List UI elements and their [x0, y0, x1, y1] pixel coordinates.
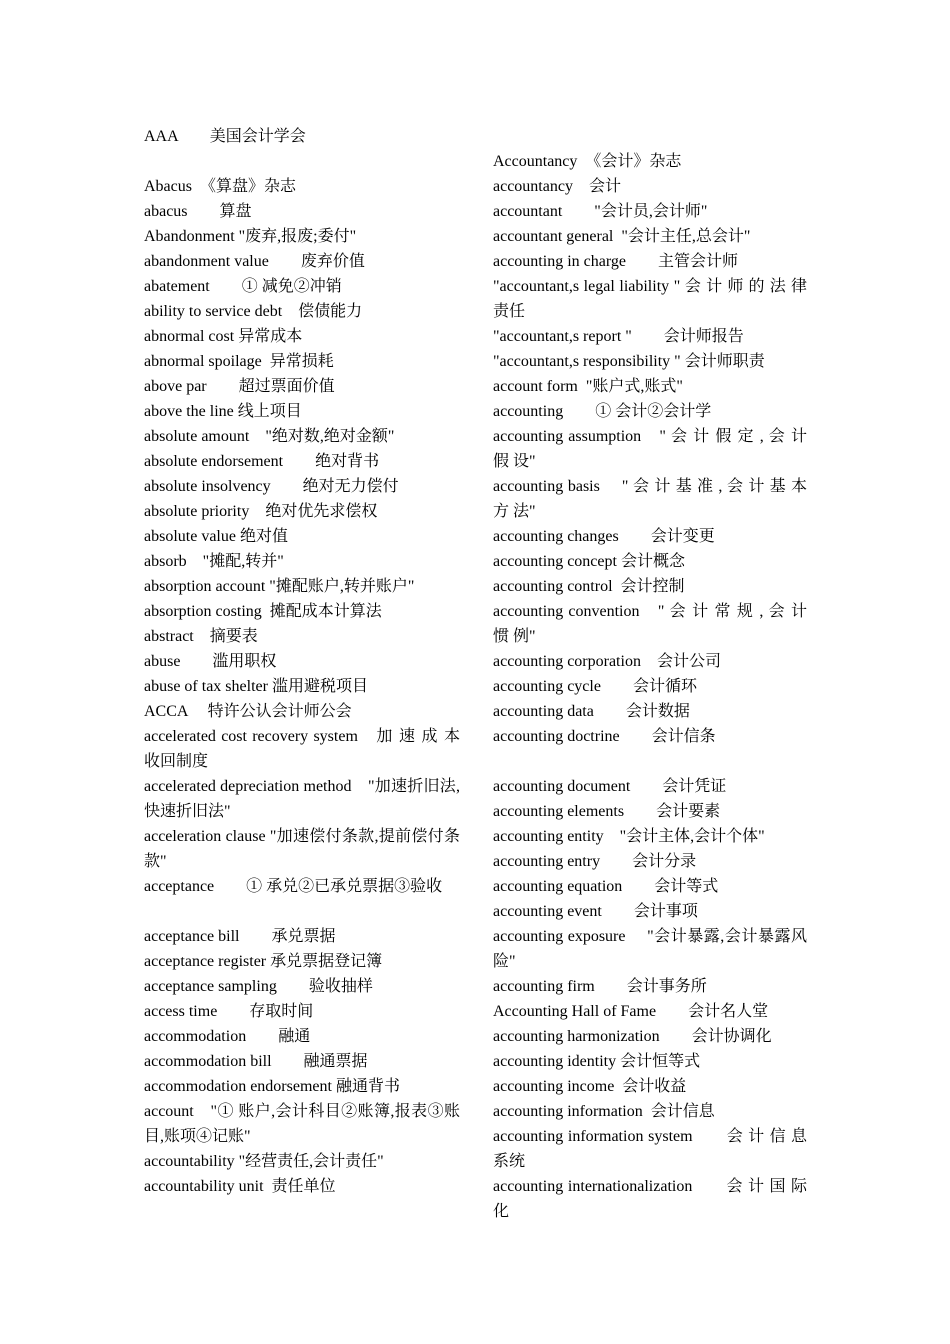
glossary-entry: Accounting Hall of Fame 会计名人堂 [493, 1003, 769, 1020]
glossary-entry: "accountant,s responsibility " 会计师职责 [493, 353, 765, 370]
glossary-entry: account form "账户式,账式" [493, 378, 683, 395]
glossary-entry: acceptance sampling 验收抽样 [144, 978, 373, 995]
glossary-entry: Accountancy 《会计》杂志 [493, 153, 682, 170]
glossary-entry: AAA 美国会计学会 [144, 128, 306, 145]
glossary-entry: ACCA 特许公认会计师公会 [144, 703, 352, 720]
blank-line [493, 124, 807, 149]
glossary-right-column [493, 124, 807, 1224]
glossary-entry: account "① 账户,会计科目②账簿,报表③账目,账项④记账" [144, 1103, 460, 1145]
glossary-entry: Abacus 《算盘》杂志 [144, 178, 296, 195]
glossary-entry: acceptance register 承兑票据登记簿 [144, 953, 383, 970]
glossary-entry: abatement ① 减免②冲销 [144, 278, 342, 295]
glossary-entry: absolute value 绝对值 [144, 528, 288, 545]
glossary-entry: accommodation bill 融通票据 [144, 1053, 368, 1070]
glossary-entry: accelerated cost recovery system 加 速 成 本 收回制度 [144, 728, 460, 770]
glossary-entry: above par 超过票面价值 [144, 378, 335, 395]
glossary-entry: accounting cycle 会计循环 [493, 678, 697, 695]
glossary-entry: acceleration clause "加速偿付条款,提前偿付条款" [144, 828, 460, 870]
glossary-entry: abnormal cost 异常成本 [144, 328, 303, 345]
blank-line [144, 899, 460, 924]
glossary-entry: accounting firm 会计事务所 [493, 978, 707, 995]
glossary-entry: accounting assumption " 会 计 假 定 , 会 计 假 设" [493, 428, 807, 470]
glossary-entry: accounting data 会计数据 [493, 703, 690, 720]
glossary-entry: accommodation endorsement 融通背书 [144, 1078, 400, 1095]
glossary-entry: abnormal spoilage 异常损耗 [144, 353, 334, 370]
glossary-entry: accounting doctrine 会计信条 [493, 728, 716, 745]
glossary-entry: accountability unit 责任单位 [144, 1178, 336, 1195]
glossary-entry: acceptance ① 承兑②已承兑票据③验收 [144, 878, 443, 895]
glossary-entry: accounting entity "会计主体,会计个体" [493, 828, 765, 845]
glossary-entry: accountability "经营责任,会计责任" [144, 1153, 384, 1170]
glossary-entry: accounting identity 会计恒等式 [493, 1053, 701, 1070]
glossary-entry: accounting basis " 会 计 基 准 , 会 计 基 本 方 法" [493, 478, 807, 520]
glossary-entry: absolute insolvency 绝对无力偿付 [144, 478, 399, 495]
glossary-entry: accelerated depreciation method "加速折旧法,快速折旧法" [144, 778, 460, 820]
glossary-entry: accounting income 会计收益 [493, 1078, 687, 1095]
glossary-entry: access time 存取时间 [144, 1003, 314, 1020]
glossary-entry: accounting harmonization 会计协调化 [493, 1028, 772, 1045]
glossary-entry: abuse of tax shelter 滥用避税项目 [144, 678, 368, 695]
glossary-entry: accounting information system 会 计 信 息 系统 [493, 1128, 807, 1170]
glossary-entry: accounting ① 会计②会计学 [493, 403, 712, 420]
glossary-entry: accounting information 会计信息 [493, 1103, 715, 1120]
glossary-entry: accounting equation 会计等式 [493, 878, 719, 895]
glossary-entry: accounting internationalization 会 计 国 际 化 [493, 1178, 807, 1220]
glossary-entry: accounting changes 会计变更 [493, 528, 715, 545]
glossary-entry: abacus 算盘 [144, 203, 252, 220]
glossary-entry: above the line 线上项目 [144, 403, 302, 420]
glossary-entry: accounting document 会计凭证 [493, 778, 727, 795]
glossary-entry: accounting concept 会计概念 [493, 553, 685, 570]
glossary-entry: "accountant,s legal liability " 会 计 师 的 法 律 责任 [493, 278, 807, 320]
glossary-entry: accountant "会计员,会计师" [493, 203, 708, 220]
glossary-entry: accounting corporation 会计公司 [493, 653, 721, 670]
glossary-entry: absorption costing 摊配成本计算法 [144, 603, 382, 620]
glossary-entry: accommodation 融通 [144, 1028, 311, 1045]
glossary-entry: "accountant,s report " 会计师报告 [493, 328, 744, 345]
blank-line [493, 749, 807, 774]
glossary-entry: absorb "摊配,转并" [144, 553, 284, 570]
glossary-entry: accounting entry 会计分录 [493, 853, 697, 870]
glossary-entry: accountancy 会计 [493, 178, 621, 195]
glossary-entry: ability to service debt 偿债能力 [144, 303, 363, 320]
glossary-entry: accounting control 会计控制 [493, 578, 685, 595]
glossary-entry: accounting event 会计事项 [493, 903, 698, 920]
glossary-left-column [144, 124, 460, 1199]
glossary-entry: absorption account "摊配账户,转并账户" [144, 578, 415, 595]
glossary-entry: absolute priority 绝对优先求偿权 [144, 503, 378, 520]
glossary-entry: absolute amount "绝对数,绝对金额" [144, 428, 395, 445]
glossary-entry: abandonment value 废弃价值 [144, 253, 365, 270]
glossary-entry: acceptance bill 承兑票据 [144, 928, 336, 945]
glossary-entry: accountant general "会计主任,总会计" [493, 228, 751, 245]
glossary-entry: abuse 滥用职权 [144, 653, 277, 670]
glossary-entry: Abandonment "废弃,报废;委付" [144, 228, 357, 245]
glossary-entry: accounting exposure "会计暴露,会计暴露风险" [493, 928, 807, 970]
glossary-entry: accounting elements 会计要素 [493, 803, 721, 820]
glossary-entry: accounting in charge 主管会计师 [493, 253, 738, 270]
blank-line [144, 149, 460, 174]
glossary-entry: abstract 摘要表 [144, 628, 258, 645]
glossary-entry: accounting convention " 会 计 常 规 , 会 计 惯 例" [493, 603, 807, 645]
glossary-entry: absolute endorsement 绝对背书 [144, 453, 380, 470]
